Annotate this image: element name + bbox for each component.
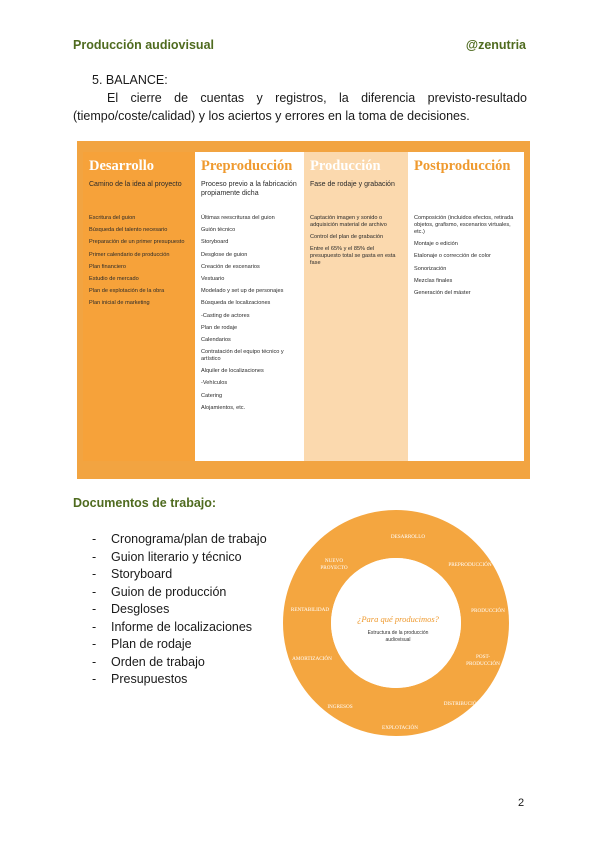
- phase-title: Preproducción: [201, 158, 293, 174]
- cycle-label-desarrollo: DESARROLLO: [390, 534, 426, 540]
- phase-subtitle: Camino de la idea al proyecto: [89, 181, 182, 188]
- phase-item: Mezclas finales: [414, 277, 453, 284]
- list-item: - Desgloses: [92, 602, 170, 616]
- phase-subtitle: [414, 181, 520, 209]
- phase-item: Contratación del equipo técnico y artístico: [201, 349, 284, 363]
- production-cycle-diagram: [282, 502, 510, 744]
- document-label: Cronograma/plan de trabajo: [111, 532, 267, 546]
- phase-item: Plan de rodaje: [201, 324, 238, 331]
- list-item: - Cronograma/plan de trabajo: [92, 532, 267, 546]
- phase-item: Preparación de un primer presupuesto: [89, 239, 185, 246]
- header-title: Producción audiovisual: [73, 38, 214, 52]
- balance-paragraph: El cierre de cuentas y registros, la diferencia previsto-resultado (tiempo/coste/calidad) y los aciertos y errores en la toma de decisiones.: [73, 91, 527, 123]
- phase-item: Modelado y set up de personajes: [201, 288, 284, 295]
- cycle-label-preproduccion: PREPRODUCCIÓN: [448, 562, 492, 568]
- phase-item: Composición (incluidos efectos, retirada objetos, grafismo, escenarios virtuales, etc.): [414, 215, 514, 235]
- phase-item: Alquiler de localizaciones: [201, 368, 264, 375]
- phase-item: Plan inicial de marketing: [89, 300, 150, 307]
- phase-item: Captación imagen y sonido o adquisición material de archivo: [310, 215, 387, 228]
- phase-title: Postproducción: [414, 158, 511, 174]
- cycle-center-subtitle-2: audiovisual: [385, 637, 411, 643]
- document-label: Storyboard: [111, 567, 173, 581]
- document-label: Plan de rodaje: [111, 637, 192, 651]
- cycle-label-amortizacion: AMORTIZACIÓN: [292, 656, 332, 662]
- cycle-label-produccion: PRODUCCIÓN: [471, 608, 505, 614]
- phase-item: Alojamientos, etc.: [201, 404, 246, 411]
- phase-preproduccion: [195, 152, 304, 461]
- documents-heading: Documentos de trabajo:: [73, 496, 217, 510]
- cycle-label-nuevo-2: PROYECTO: [320, 565, 348, 571]
- cycle-label-ingresos: INGRESOS: [327, 704, 353, 710]
- phase-item: Generación del máster: [414, 289, 471, 296]
- phase-item: Calendarios: [201, 336, 231, 343]
- phase-item: Entre el 65% y el 85% del presupuesto total se gasta en esta fase: [310, 246, 396, 267]
- cycle-label-nuevo-1: NUEVO: [324, 558, 344, 564]
- list-item: - Presupuestos: [92, 672, 188, 686]
- cycle-center-subtitle-1: Estructura de la producción: [367, 630, 429, 636]
- phase-item: -Vehículos: [201, 380, 228, 387]
- phase-produccion: [304, 152, 408, 461]
- document-label: Guion de producción: [111, 584, 227, 599]
- phase-subtitle: Proceso previo a la fabricación propiamente dicha: [201, 181, 297, 197]
- cycle-label-post-2: PRODUCCIÓN: [466, 661, 500, 667]
- phase-item: Plan financiero: [89, 263, 127, 270]
- document-label: Orden de trabajo: [111, 654, 205, 669]
- list-item: - Storyboard: [92, 567, 173, 581]
- phase-item: Búsqueda del talento necesario: [89, 227, 168, 234]
- phases-panel: [77, 141, 530, 479]
- phase-item: Creación de escenarios: [201, 263, 260, 270]
- phase-item: Primer calendario de producción: [89, 251, 170, 258]
- list-item: - Plan de rodaje: [92, 637, 192, 651]
- balance-heading: 5. BALANCE:: [92, 73, 168, 87]
- page-number: 2: [518, 797, 525, 809]
- phase-item: Control del plan de grabación: [310, 234, 384, 241]
- phase-item: -Casting de actores: [201, 312, 250, 319]
- phase-postproduccion: [408, 152, 524, 461]
- cycle-label-distribucion: DISTRIBUCIÓN: [443, 701, 481, 707]
- phase-item: Últimas reescrituras del guion: [201, 215, 275, 221]
- document-label: Informe de localizaciones: [111, 619, 253, 634]
- document-label: Guion literario y técnico: [111, 549, 242, 564]
- phase-item: Storyboard: [201, 239, 229, 246]
- documents-list: [92, 531, 267, 689]
- header-handle: @zenutria: [465, 38, 526, 52]
- phase-subtitle: Fase de rodaje y grabación: [310, 181, 395, 188]
- list-item: - Orden de trabajo: [92, 654, 205, 669]
- list-item: - Informe de localizaciones: [92, 619, 253, 634]
- list-item: - Guion de producción: [92, 584, 227, 599]
- phase-item: Etalonaje o corrección de color: [414, 253, 491, 260]
- phase-item: Guión técnico: [201, 227, 236, 234]
- phase-item: Sonorización: [414, 265, 447, 272]
- phase-title: Producción: [310, 158, 381, 174]
- phase-item: Búsqueda de localizaciones: [201, 300, 271, 307]
- document-label: Presupuestos: [111, 672, 188, 686]
- phase-item: Desglose de guion: [201, 251, 248, 258]
- document-label: Desgloses: [111, 602, 170, 616]
- phase-item: Catering: [201, 392, 223, 399]
- phase-desarrollo: [83, 152, 195, 461]
- phase-item: Plan de explotación de la obra: [89, 288, 165, 295]
- cycle-label-explotacion: EXPLOTACIÓN: [382, 725, 418, 731]
- list-item: - Guion literario y técnico: [92, 549, 242, 564]
- phase-item: Montaje o edición: [414, 241, 458, 248]
- cycle-center-title: ¿Para qué producimos?: [357, 614, 439, 624]
- phase-item: Escritura del guion: [89, 215, 136, 221]
- phase-title: Desarrollo: [89, 158, 154, 174]
- cycle-label-rentabilidad: RENTABILIDAD: [290, 607, 330, 613]
- cycle-label-post-1: POST-: [476, 654, 490, 660]
- phase-item: Estudio de mercado: [89, 275, 139, 282]
- phase-item: Vestuario: [201, 275, 225, 282]
